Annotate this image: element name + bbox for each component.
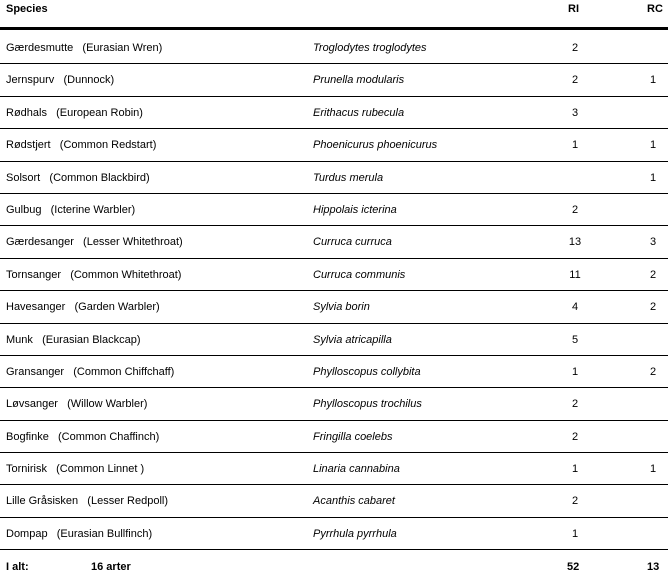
ri-value: 2 — [571, 74, 579, 87]
rc-value: 3 — [649, 236, 657, 249]
latin-name: Fringilla coelebs — [313, 430, 393, 443]
ri-value: 2 — [571, 430, 579, 443]
species-name: Jernspurv (Dunnock) — [6, 74, 115, 87]
ri-value: 2 — [571, 495, 579, 508]
species-count: 16 arter — [91, 561, 131, 573]
species-name: Havesanger (Garden Warbler) — [6, 301, 160, 314]
latin-name: Sylvia atricapilla — [313, 333, 392, 346]
table-row — [0, 356, 668, 388]
species-table-body — [0, 32, 668, 550]
rc-value: 2 — [649, 365, 657, 378]
latin-name: Phylloscopus collybita — [313, 365, 421, 378]
rc-value: 2 — [649, 268, 657, 281]
ri-value: 1 — [571, 463, 579, 476]
species-name: Munk (Eurasian Blackcap) — [6, 333, 141, 346]
ri-value: 3 — [571, 106, 579, 119]
species-name: Gransanger (Common Chiffchaff) — [6, 365, 175, 378]
ri-value: 11 — [569, 268, 581, 281]
species-name: Gærdesanger (Lesser Whitethroat) — [6, 236, 183, 249]
table-row — [0, 324, 668, 356]
species-name: Tornsanger (Common Whitethroat) — [6, 268, 182, 281]
species-name: Gulbug (Icterine Warbler) — [6, 203, 136, 216]
species-name: Tornirisk (Common Linnet ) — [6, 463, 145, 476]
latin-name: Troglodytes troglodytes — [313, 42, 427, 54]
ri-value: 4 — [571, 301, 579, 314]
rc-value: 1 — [649, 139, 657, 152]
table-row — [0, 291, 668, 323]
table-row — [0, 485, 668, 517]
latin-name: Phylloscopus trochilus — [313, 398, 422, 411]
rc-total: 13 — [647, 561, 660, 573]
ri-value: 2 — [571, 203, 579, 216]
ri-value: 1 — [571, 139, 579, 152]
ri-value: 2 — [571, 42, 579, 54]
ri-column-header: RI — [568, 3, 579, 15]
table-row — [0, 64, 668, 96]
latin-name: Acanthis cabaret — [313, 495, 395, 508]
table-row — [0, 518, 668, 550]
latin-name: Curruca communis — [313, 268, 406, 281]
latin-name: Turdus merula — [313, 171, 384, 184]
rc-value: 1 — [649, 74, 657, 87]
ri-total: 52 — [567, 561, 580, 573]
species-column-header: Species — [6, 3, 48, 15]
latin-name: Linaria cannabina — [313, 463, 400, 476]
species-name: Rødstjert (Common Redstart) — [6, 139, 157, 152]
species-name: Gærdesmutte (Eurasian Wren) — [6, 42, 163, 54]
latin-name: Pyrrhula pyrrhula — [313, 527, 397, 540]
latin-name: Hippolais icterina — [313, 203, 397, 216]
table-row — [0, 97, 668, 129]
rc-value: 1 — [649, 463, 657, 476]
latin-name: Erithacus rubecula — [313, 106, 405, 119]
table-footer — [0, 553, 668, 584]
ri-value: 13 — [568, 236, 582, 249]
table-row — [0, 259, 668, 291]
table-row — [0, 226, 668, 258]
total-label: I alt: — [6, 561, 29, 573]
ri-value: 1 — [571, 527, 579, 540]
latin-name: Prunella modularis — [313, 74, 405, 87]
species-name: Løvsanger (Willow Warbler) — [6, 398, 148, 411]
species-name: Bogfinke (Common Chaffinch) — [6, 430, 160, 443]
ri-value: 5 — [571, 333, 579, 346]
ri-value: 2 — [571, 398, 579, 411]
rc-value: 2 — [649, 301, 657, 314]
table-header — [0, 0, 668, 30]
ri-value: 1 — [571, 365, 579, 378]
table-row — [0, 162, 668, 194]
table-row — [0, 453, 668, 485]
table-row — [0, 421, 668, 453]
rc-value: 1 — [649, 171, 657, 184]
table-row — [0, 129, 668, 161]
species-name: Rødhals (European Robin) — [6, 106, 143, 119]
table-row — [0, 388, 668, 420]
species-name: Lille Gråsisken (Lesser Redpoll) — [6, 495, 169, 508]
species-name: Solsort (Common Blackbird) — [6, 171, 150, 184]
latin-name: Phoenicurus phoenicurus — [313, 139, 438, 152]
table-row — [0, 32, 668, 64]
latin-name: Curruca curruca — [313, 236, 392, 249]
latin-name: Sylvia borin — [313, 301, 370, 314]
rc-column-header: RC — [647, 3, 663, 15]
species-name: Dompap (Eurasian Bullfinch) — [6, 527, 153, 540]
table-row — [0, 194, 668, 226]
